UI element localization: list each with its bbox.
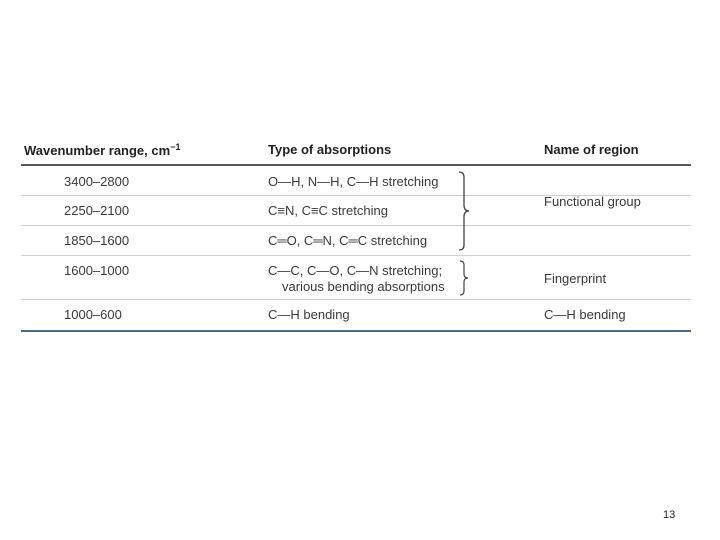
header-wavenumber-text: Wavenumber range, cm — [24, 143, 171, 158]
row-range: 1000–600 — [64, 307, 122, 322]
functional-group-label: Functional group — [544, 194, 641, 209]
row-name: C—H bending — [544, 307, 626, 322]
table-row — [21, 300, 691, 332]
row-range: 1850–1600 — [64, 233, 130, 248]
table-row — [21, 226, 691, 256]
header-wavenumber — [24, 142, 180, 158]
fingerprint-brace-icon — [458, 260, 472, 296]
table-header — [21, 133, 691, 166]
header-name: Name of region — [544, 142, 639, 157]
row-range: 2250–2100 — [64, 203, 130, 218]
row-type: C≡N, C≡C stretching — [268, 203, 388, 218]
row-type: C═O, C═N, C═C stretching — [268, 233, 428, 248]
functional-group-brace-icon — [457, 171, 473, 251]
table-row — [21, 166, 691, 196]
header-type: Type of absorptions — [268, 142, 392, 157]
row-type: O—H, N—H, C—H stretching — [268, 174, 439, 189]
row-type-line2: various bending absorptions — [282, 279, 445, 294]
table-row — [21, 196, 691, 226]
row-range: 3400–2800 — [64, 174, 130, 189]
page-number: 13 — [663, 509, 676, 521]
row-type: C—H bending — [268, 307, 350, 322]
row-range: 1600–1000 — [64, 263, 130, 278]
row-name: Fingerprint — [544, 271, 607, 286]
header-wavenumber-unit-exponent: −1 — [170, 142, 181, 152]
table-row — [21, 256, 691, 300]
row-type: C—C, C—O, C—N stretching; — [268, 263, 443, 278]
ir-absorption-table — [21, 133, 691, 332]
